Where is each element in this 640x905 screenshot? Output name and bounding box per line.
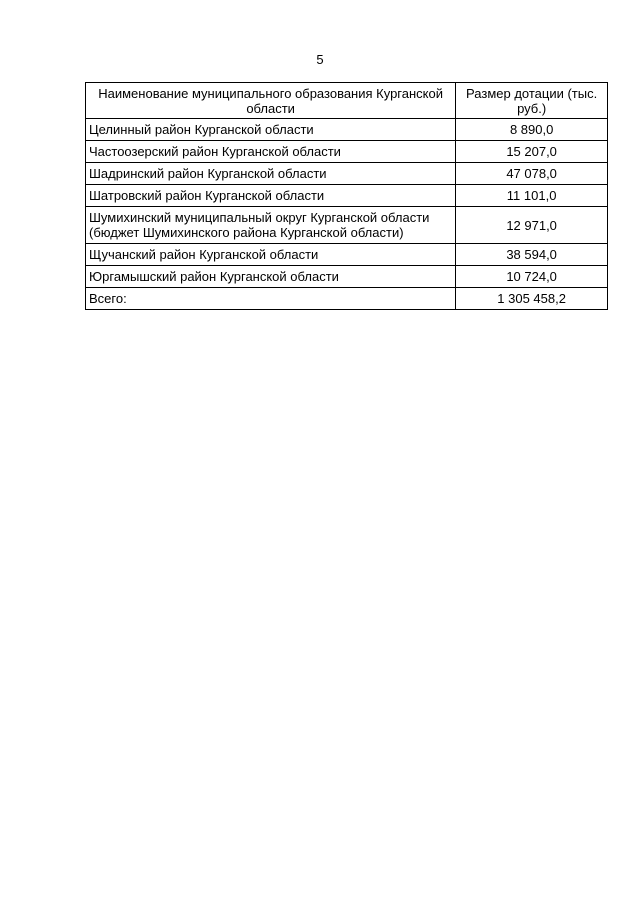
header-dotation-amount: Размер дотации (тыс. руб.) bbox=[456, 83, 608, 119]
table-total-row bbox=[86, 288, 608, 310]
municipality-name: Юргамышский район Курганской области bbox=[86, 266, 456, 288]
total-label: Всего: bbox=[86, 288, 456, 310]
table-row bbox=[86, 244, 608, 266]
dotation-amount: 8 890,0 bbox=[456, 119, 608, 141]
table-row bbox=[86, 141, 608, 163]
dotation-amount: 12 971,0 bbox=[456, 207, 608, 244]
table-header-row bbox=[86, 83, 608, 119]
dotation-amount: 38 594,0 bbox=[456, 244, 608, 266]
dotation-amount: 11 101,0 bbox=[456, 185, 608, 207]
municipality-name: Шадринский район Курганской области bbox=[86, 163, 456, 185]
table-row bbox=[86, 185, 608, 207]
table-row bbox=[86, 207, 608, 244]
page-number: 5 bbox=[316, 52, 324, 67]
dotation-amount: 47 078,0 bbox=[456, 163, 608, 185]
dotation-amount: 15 207,0 bbox=[456, 141, 608, 163]
municipality-name: Шумихинский муниципальный округ Курганской области (бюджет Шумихинского района Курганской области) bbox=[86, 207, 456, 244]
municipality-name: Частоозерский район Курганской области bbox=[86, 141, 456, 163]
header-municipality-name: Наименование муниципального образования Курганской области bbox=[86, 83, 456, 119]
table-row bbox=[86, 266, 608, 288]
table-row bbox=[86, 119, 608, 141]
table-row bbox=[86, 163, 608, 185]
municipality-name: Шатровский район Курганской области bbox=[86, 185, 456, 207]
dotation-amount: 10 724,0 bbox=[456, 266, 608, 288]
total-amount: 1 305 458,2 bbox=[456, 288, 608, 310]
municipality-name: Целинный район Курганской области bbox=[86, 119, 456, 141]
dotation-table bbox=[85, 82, 608, 310]
municipality-name: Щучанский район Курганской области bbox=[86, 244, 456, 266]
